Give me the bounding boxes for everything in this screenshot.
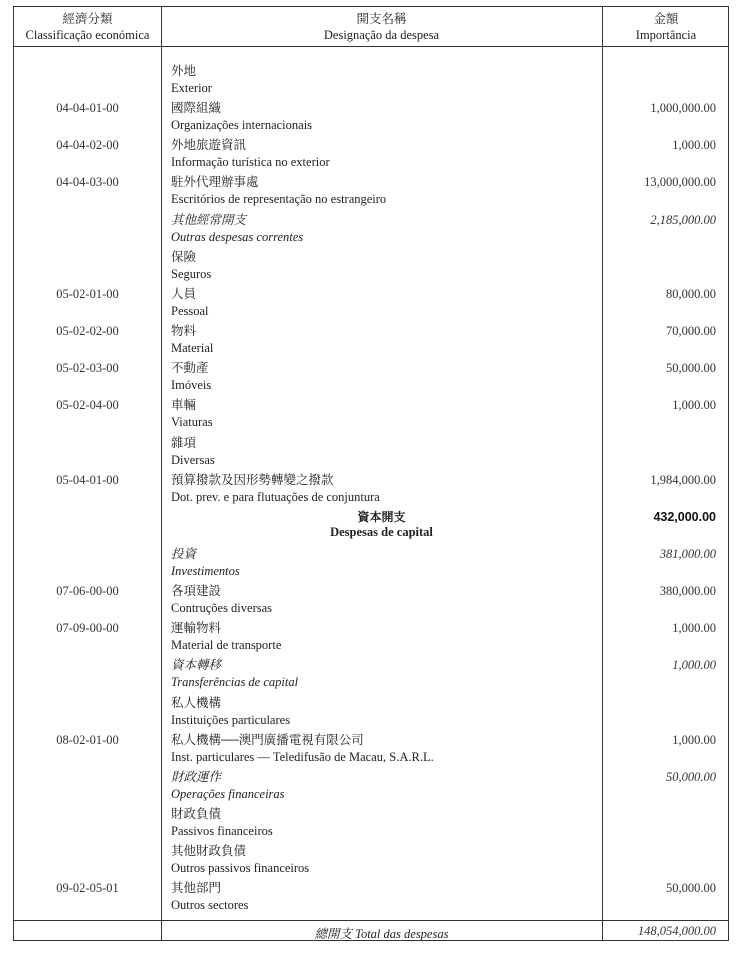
- designation-zh: 物料: [171, 324, 197, 339]
- designation-pt: Passivos financeiros: [171, 824, 273, 838]
- header-designation: [161, 11, 602, 43]
- designation-pt: Escritórios de representação no estrangeiro: [171, 192, 387, 207]
- total-row: [14, 920, 730, 942]
- economic-code: 05-02-04-00: [56, 398, 119, 413]
- amount-value: 1,000,000.00: [650, 101, 716, 116]
- designation-zh: 其他經常開支: [171, 212, 247, 227]
- designation-zh: 雜項: [171, 435, 197, 450]
- economic-code: 04-04-02-00: [56, 138, 119, 153]
- amount-value: 1,000.00: [672, 658, 716, 673]
- total-label: 總開支 Total das despesas: [314, 927, 449, 941]
- header-col1-zh: 經濟分類: [62, 12, 113, 26]
- designation-pt: Transferências de capital: [171, 675, 299, 690]
- designation-zh: 運輸物料: [171, 621, 222, 636]
- amount-value: 380,000.00: [659, 584, 716, 599]
- table-row: [14, 505, 730, 542]
- table-row: [14, 96, 730, 133]
- economic-code: 05-04-01-00: [56, 472, 119, 487]
- table-row: [14, 59, 730, 96]
- economic-code: 07-09-00-00: [56, 621, 119, 636]
- designation-pt: Imóveis: [171, 378, 212, 393]
- table-row: [14, 616, 730, 653]
- designation-zh: 財政運作: [171, 769, 222, 784]
- designation-pt: Material: [171, 341, 214, 356]
- header-col3-zh: 金額: [653, 12, 679, 26]
- header-col3-pt: Importância: [635, 28, 697, 42]
- designation-pt: Instituições particulares: [171, 712, 291, 727]
- amount-value: 50,000.00: [666, 881, 716, 896]
- designation-zh: 資本轉移: [171, 658, 222, 673]
- designation-zh: 預算撥款及因形勢轉變之撥款: [171, 472, 334, 487]
- designation-zh: 其他部門: [171, 881, 222, 896]
- header-col1-pt: Classificação económica: [25, 28, 150, 42]
- table-row: [14, 282, 730, 319]
- designation-zh: 保險: [171, 249, 197, 264]
- budget-table: [13, 6, 729, 941]
- designation-pt: Operações financeiras: [171, 786, 285, 801]
- designation-pt: Organizações internacionais: [171, 118, 313, 133]
- table-row: [14, 579, 730, 616]
- amount-value: 381,000.00: [659, 546, 716, 561]
- designation-zh: 財政負債: [171, 807, 222, 821]
- table-row: [14, 319, 730, 356]
- designation-pt: Viaturas: [171, 415, 213, 430]
- designation-zh: 其他財政負債: [171, 844, 247, 859]
- table-row: [14, 393, 730, 430]
- table-row: [14, 133, 730, 170]
- amount-value: 2,185,000.00: [650, 212, 716, 227]
- economic-code: 05-02-03-00: [56, 361, 119, 376]
- designation-zh: 外地旅遊資訊: [171, 138, 247, 153]
- economic-code: 04-04-01-00: [56, 101, 119, 116]
- designation-pt: Exterior: [171, 81, 212, 95]
- table-row: [14, 765, 730, 802]
- designation-pt: Dot. prev. e para flutuações de conjuntura: [171, 489, 380, 504]
- designation-pt: Diversas: [171, 452, 215, 467]
- designation-zh: 車輛: [171, 398, 197, 413]
- amount-value: 1,000.00: [672, 732, 716, 747]
- table-row: [14, 431, 730, 468]
- amount-value: 80,000.00: [666, 286, 716, 301]
- table-row: [14, 170, 730, 207]
- designation-pt: Inst. particulares — Teledifusão de Macau, S.A.R.L.: [171, 749, 434, 764]
- designation-zh: 各項建設: [171, 584, 222, 599]
- designation-pt: Outras despesas correntes: [171, 229, 304, 244]
- table-row: [14, 691, 730, 728]
- economic-code: 07-06-00-00: [56, 584, 119, 599]
- designation-zh: 私人機構──澳門廣播電視有限公司: [171, 732, 364, 747]
- table-row: [14, 468, 730, 505]
- header-amount: [602, 11, 730, 43]
- designation-zh: 投資: [171, 546, 197, 561]
- economic-code: 05-02-01-00: [56, 286, 119, 301]
- amount-value: 13,000,000.00: [644, 175, 716, 190]
- total-amount: 148,054,000.00: [637, 924, 716, 938]
- designation-pt: Investimentos: [171, 563, 240, 578]
- designation-zh: 不動產: [171, 361, 209, 376]
- designation-zh: 外地: [171, 64, 197, 78]
- amount-value: 1,984,000.00: [650, 472, 716, 487]
- header-economic-classification: [14, 11, 161, 43]
- designation-pt: Material de transporte: [171, 638, 282, 653]
- header-col2-pt: Designação da despesa: [323, 28, 440, 42]
- table-row: [14, 245, 730, 282]
- amount-value: 1,000.00: [672, 621, 716, 636]
- amount-value: 1,000.00: [672, 398, 716, 413]
- table-row: [14, 356, 730, 393]
- designation-pt: Seguros: [171, 266, 212, 281]
- table-row: [14, 653, 730, 690]
- designation-zh: 國際組織: [171, 101, 222, 116]
- amount-value: 1,000.00: [672, 138, 716, 153]
- designation-pt: Outros passivos financeiros: [171, 861, 310, 876]
- header-divider: [14, 46, 728, 47]
- amount-value: 70,000.00: [666, 324, 716, 339]
- table-row: [14, 728, 730, 765]
- designation-zh: 駐外代理辦事處: [171, 175, 259, 190]
- designation-pt: Pessoal: [171, 303, 209, 318]
- economic-code: 05-02-02-00: [56, 324, 119, 339]
- table-row: [14, 542, 730, 579]
- designation-pt: Despesas de capital: [330, 524, 433, 539]
- table-row: [14, 839, 730, 876]
- table-row: [14, 876, 730, 913]
- amount-value: 50,000.00: [666, 361, 716, 376]
- header-col2-zh: 開支名稱: [356, 12, 407, 26]
- table-row: [14, 802, 730, 839]
- economic-code: 04-04-03-00: [56, 175, 119, 190]
- designation-pt: Contruções diversas: [171, 601, 273, 616]
- amount-value: 432,000.00: [653, 509, 716, 524]
- economic-code: 08-02-01-00: [56, 732, 119, 747]
- designation-pt: Outros sectores: [171, 898, 249, 913]
- amount-value: 50,000.00: [666, 769, 716, 784]
- table-row: [14, 208, 730, 245]
- designation-zh: 人員: [171, 286, 197, 301]
- designation-zh: 資本開支: [357, 509, 406, 524]
- designation-zh: 私人機構: [171, 695, 222, 710]
- economic-code: 09-02-05-01: [56, 881, 119, 896]
- designation-pt: Informação turística no exterior: [171, 155, 330, 170]
